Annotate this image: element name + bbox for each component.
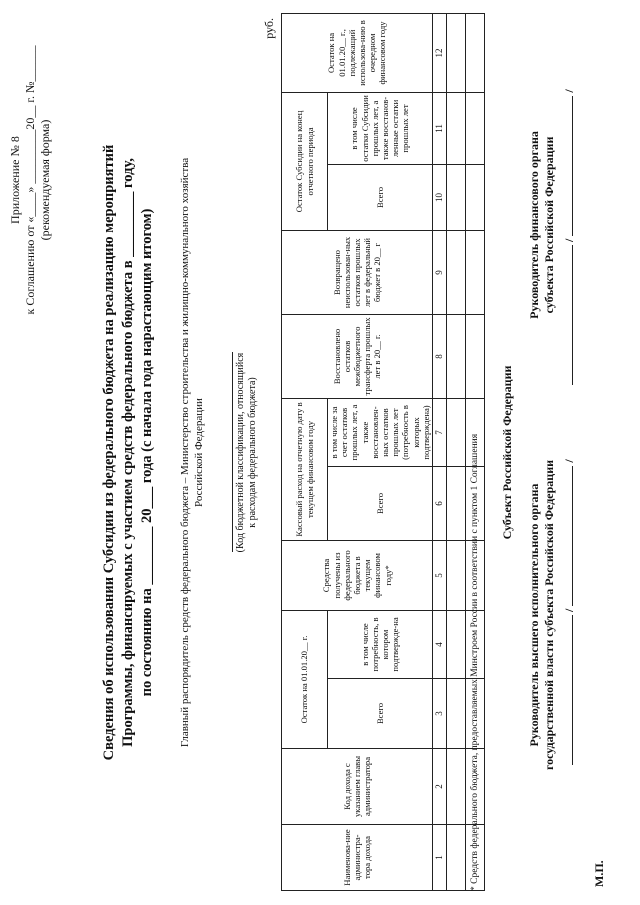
signature-separator: / [562, 238, 576, 242]
grbs-line-1: Главный распорядитель средств федерального бюджета – Министерство строительства и жилищно-коммунального хозяйства [179, 157, 191, 748]
title-line-1: Сведения об использовании Субсидии из федерального бюджета на реализацию мероприятий [101, 144, 117, 761]
signature-finance [527, 45, 557, 405]
name-line[interactable] [572, 96, 573, 236]
appendix-agreement: к Соглашению от «____» _________20__ г. №______ [23, 45, 37, 315]
budget-administrator [178, 0, 206, 905]
kbk-line-2: к расходам федерального бюджета) [247, 377, 258, 528]
table-cell[interactable] [447, 825, 466, 891]
title-line-3: по состоянию на ________ 20___ года (с начала года нарастающим итогом) [139, 208, 155, 697]
budget-classification-code [232, 0, 259, 905]
header-restored: Восстановлено остатков межбюджетного трансферта прошлых лет в 20__ г. [282, 314, 433, 398]
column-number: 6 [433, 466, 447, 540]
title-line-2: Программы, финансируемых с участием средств федерального бюджета в _________ году, [120, 158, 136, 747]
footnote: * Средств федерального бюджета, предоставляемых Минстроем России в соответствии с пунктом 1 Соглашения [470, 433, 480, 891]
signature-separator: / [562, 89, 576, 93]
stamp-place: М.П. [592, 860, 606, 887]
table-cell[interactable] [466, 164, 485, 230]
table-cell[interactable] [447, 314, 466, 398]
signature-line[interactable] [572, 615, 573, 765]
table-cell[interactable] [447, 610, 466, 678]
header-balance-end: Остаток Субсидии на конец отчетного периода [282, 92, 328, 230]
header-balance-end-incl: в том числе остатки Субсидии прошлых лет, а также восстанов-ленные остатки прошлых лет [328, 92, 433, 164]
table-cell[interactable] [447, 230, 466, 314]
column-number: 8 [433, 314, 447, 398]
table-cell[interactable] [447, 679, 466, 749]
column-number: 11 [433, 92, 447, 164]
kbk-fill-line [232, 353, 233, 553]
column-number: 5 [433, 540, 447, 610]
column-number: 12 [433, 13, 447, 92]
appendix-form-note: (рекомендуемая форма) [38, 119, 52, 241]
column-number: 7 [433, 398, 447, 466]
column-number: 9 [433, 230, 447, 314]
header-returned: Возвращено неиспользован-ных остатков прошлых лет в федеральный бюджет в 20__ г [282, 230, 433, 314]
header-balance-next-year: Остаток на 01.01.20__ г., подлежащий использова-нию в очередном финансовом году [282, 13, 433, 92]
header-balance-start-total: Всего [328, 679, 433, 749]
document-title [100, 0, 157, 905]
signature-separator: / [562, 459, 576, 463]
grbs-line-2: Российской Федерации [193, 398, 205, 507]
header-cash-expense: Кассовый расход на отчетную дату в текущем финансовом году [282, 398, 328, 540]
header-admin-name: Наименова-ние администра-тора дохода [282, 825, 433, 891]
subject-heading: Субъект Российской Федерации [500, 365, 514, 540]
signature-executive-fill [562, 459, 577, 765]
column-number: 10 [433, 164, 447, 230]
subsidy-table [281, 13, 485, 891]
header-balance-start: Остаток на 01.01.20__ г. [282, 610, 328, 748]
signature-executive [527, 415, 557, 815]
appendix-number: Приложение № 8 [8, 136, 22, 224]
signature-finance-fill [562, 89, 577, 385]
table-row [447, 13, 466, 890]
table-cell[interactable] [447, 398, 466, 466]
table-cell[interactable] [447, 540, 466, 610]
signature-executive-line-1: Руководитель высшего исполнительного органа [527, 483, 541, 747]
table-cell[interactable] [447, 749, 466, 825]
table-cell[interactable] [447, 92, 466, 164]
currency-unit: руб. [262, 18, 276, 39]
signature-line[interactable] [572, 245, 573, 385]
table-cell[interactable] [447, 466, 466, 540]
table-cell[interactable] [466, 314, 485, 398]
header-cash-expense-incl: в том числе за счет остатков прошлых лет, а также восстановлен-ных остатков прошлых лет (потребность в которых подтверждена) [328, 398, 433, 466]
column-number: 1 [433, 825, 447, 891]
column-number: 2 [433, 749, 447, 825]
table-cell[interactable] [466, 92, 485, 164]
appendix-block [8, 30, 53, 330]
column-numbers-row [433, 13, 447, 890]
table-cell[interactable] [447, 164, 466, 230]
header-income-code: Код дохода с указанием главы администратора [282, 749, 433, 825]
signature-finance-line-1: Руководитель финансового органа [527, 131, 541, 319]
header-balance-end-total: Всего [328, 164, 433, 230]
signature-executive-line-2: государственной власти субъекта Российской Федерации [542, 459, 556, 771]
table-cell[interactable] [447, 13, 466, 92]
kbk-line-1: (Код бюджетной классификации, относящийся [235, 352, 246, 553]
table-cell[interactable] [466, 230, 485, 314]
column-number: 4 [433, 610, 447, 678]
header-cash-expense-total: Всего [328, 466, 433, 540]
header-funds-received: Средства получены из федерального бюджета в текущем финансовом году* [282, 540, 433, 610]
name-line[interactable] [572, 466, 573, 606]
signature-finance-line-2: субъекта Российской Федерации [542, 136, 556, 314]
table-cell[interactable] [466, 13, 485, 92]
header-balance-start-confirmed: в том числе потребность, в котором подтвержде-на [328, 610, 433, 678]
column-number: 3 [433, 679, 447, 749]
signature-separator: / [562, 608, 576, 612]
